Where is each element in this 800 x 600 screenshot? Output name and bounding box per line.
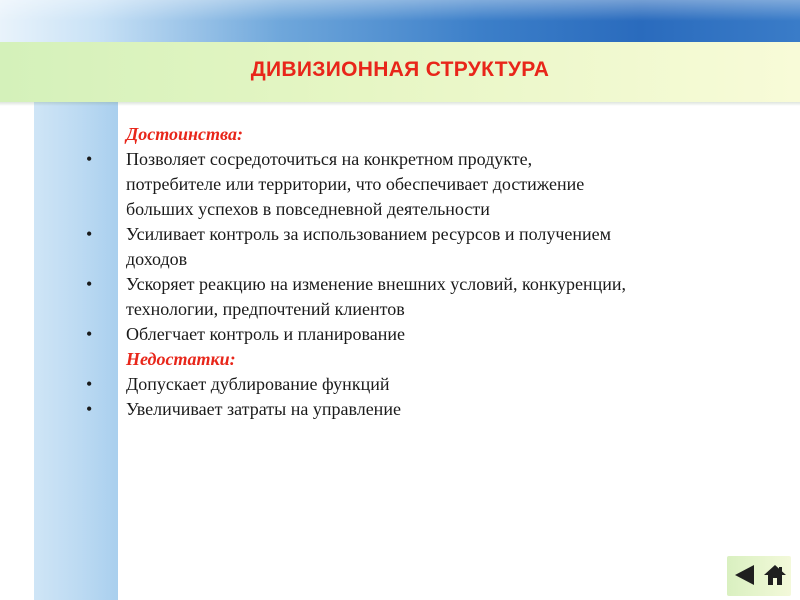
triangle-left-icon <box>732 562 758 588</box>
title-band-shadow <box>0 102 800 106</box>
slide-content <box>82 122 782 422</box>
text-line: Усиливает контроль за использованием ресурсов и получением <box>126 224 612 244</box>
list-item <box>82 397 782 422</box>
list-item-text <box>126 222 782 272</box>
text-line: доходов <box>126 249 188 269</box>
bullet-icon: • <box>86 224 93 244</box>
list-item-text <box>126 372 782 397</box>
disadvantages-label: Недостатки: <box>126 349 236 369</box>
text-line: технологии, предпочтений клиентов <box>126 299 405 319</box>
list-item <box>82 147 782 222</box>
list-item-text <box>126 397 782 422</box>
home-button[interactable] <box>761 560 789 590</box>
text-line: потребителе или территории, что обеспечивает достижение <box>126 174 585 194</box>
list-item <box>82 272 782 322</box>
list-item <box>82 322 782 347</box>
advantages-label: Достоинства: <box>126 124 243 144</box>
list-item-text <box>126 322 782 347</box>
list-item-text <box>126 272 782 322</box>
text-line: Позволяет сосредоточиться на конкретном продукте, <box>126 149 533 169</box>
bullet-icon: • <box>86 374 93 394</box>
list-item <box>82 222 782 272</box>
list-item <box>82 372 782 397</box>
text-line: больших успехов в повседневной деятельности <box>126 199 490 219</box>
top-header-bar <box>0 0 800 42</box>
back-button[interactable] <box>731 560 759 590</box>
home-icon <box>762 562 788 588</box>
text-line: Ускоряет реакцию на изменение внешних условий, конкуренции, <box>126 274 627 294</box>
bullet-icon: • <box>86 274 93 294</box>
bullet-icon: • <box>86 399 93 419</box>
slide-title: ДИВИЗИОННАЯ СТРУКТУРА <box>250 58 550 81</box>
bullet-icon: • <box>86 149 93 169</box>
header-sheen <box>0 0 800 21</box>
bullet-icon: • <box>86 324 93 344</box>
text-line: Облегчает контроль и планирование <box>126 324 405 344</box>
text-line: Допускает дублирование функций <box>126 374 390 394</box>
list-item-text <box>126 147 782 222</box>
text-line: Увеличивает затраты на управление <box>126 399 401 419</box>
